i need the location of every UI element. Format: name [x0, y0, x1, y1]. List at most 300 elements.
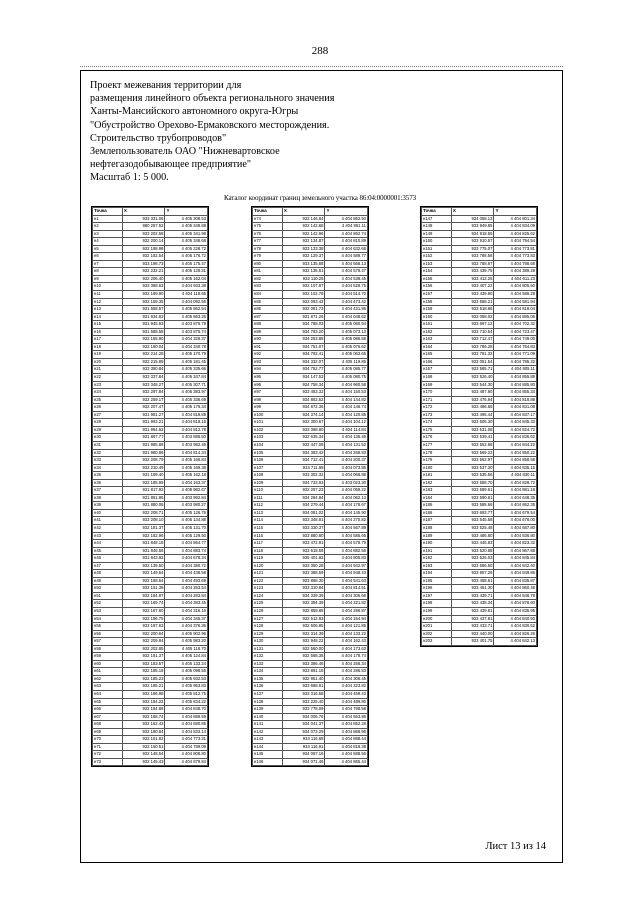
point-cell: н43	[93, 532, 123, 540]
x-cell: 933 526.03	[451, 555, 494, 563]
table-row	[93, 615, 208, 623]
x-cell: 932 162.43	[122, 721, 165, 729]
x-cell: 932 185.21	[122, 683, 165, 691]
table-row	[422, 291, 537, 299]
x-cell: 932 182.96	[122, 532, 165, 540]
point-cell: н203	[422, 638, 452, 646]
table-row	[93, 381, 208, 389]
table-row	[93, 291, 208, 299]
coordinate-table	[421, 207, 537, 646]
x-cell: 932 151.82	[122, 736, 165, 744]
table-row	[253, 306, 368, 314]
table-row	[253, 494, 368, 502]
y-cell: 4 404 834.09	[494, 223, 537, 231]
y-cell: 4 404 200.37	[325, 457, 368, 465]
point-cell: н9	[93, 275, 123, 283]
x-cell: 932 208.79	[122, 457, 165, 465]
point-cell: н70	[93, 736, 123, 744]
y-cell: 4 404 173.63	[325, 645, 368, 653]
x-cell: 933 880.80	[282, 532, 325, 540]
x-cell: 934 058.13	[451, 215, 494, 223]
x-cell: 933 439.71	[451, 592, 494, 600]
y-cell: 4 404 678.00	[494, 517, 537, 525]
table-row	[93, 623, 208, 631]
point-cell: н155	[422, 275, 452, 283]
point-cell: н114	[253, 517, 283, 525]
y-cell: 4 405 098.55	[165, 668, 208, 676]
table-row	[253, 411, 368, 419]
header-y: Y	[494, 208, 537, 216]
table-row	[422, 260, 537, 268]
y-cell: 4 404 828.72	[494, 479, 537, 487]
table-row	[422, 623, 537, 631]
table-row	[93, 494, 208, 502]
point-cell: н10	[93, 283, 123, 291]
point-cell: н124	[253, 592, 283, 600]
point-cell: н181	[422, 472, 452, 480]
y-cell: 4 405 134.88	[165, 517, 208, 525]
point-cell: н102	[253, 426, 283, 434]
table-row	[253, 298, 368, 306]
x-cell: 932 181.37	[122, 524, 165, 532]
point-cell: н112	[253, 502, 283, 510]
y-cell: 4 404 144.82	[325, 396, 368, 404]
x-cell: 932 145.43	[122, 758, 165, 766]
point-cell: н83	[253, 283, 283, 291]
y-cell: 4 404 121.85	[325, 623, 368, 631]
y-cell: 4 405 308.53	[165, 215, 208, 223]
table-row	[253, 615, 368, 623]
table-row	[93, 645, 208, 653]
y-cell: 4 404 798.58	[325, 706, 368, 714]
x-cell: 931 871.26	[282, 313, 325, 321]
y-cell: 4 404 818.38	[325, 743, 368, 751]
point-cell: н16	[93, 328, 123, 336]
point-cell: н118	[253, 547, 283, 555]
x-cell: 932 568.38	[282, 653, 325, 661]
y-cell: 4 404 773.83	[494, 253, 537, 261]
y-cell: 4 404 837.17	[494, 411, 537, 419]
point-cell: н24	[93, 389, 123, 397]
x-cell: 934 862.52	[282, 396, 325, 404]
table-row	[93, 336, 208, 344]
x-cell: 933 483.32	[282, 389, 325, 397]
table-row	[422, 404, 537, 412]
x-cell: 932 951.40	[282, 675, 325, 683]
x-cell: 931 954.52	[122, 426, 165, 434]
point-cell: н173	[422, 411, 452, 419]
point-cell: н55	[93, 623, 123, 631]
point-cell: н186	[422, 509, 452, 517]
x-cell: 932 512.83	[282, 615, 325, 623]
y-cell: 4 404 860.48	[494, 585, 537, 593]
x-cell: 934 751.07	[282, 343, 325, 351]
table-row	[93, 238, 208, 246]
y-cell: 4 404 862.74	[325, 230, 368, 238]
x-cell: 933 688.81	[282, 683, 325, 691]
point-cell: н4	[93, 238, 123, 246]
x-cell: 934 041.37	[282, 721, 325, 729]
y-cell: 4 404 679.54	[494, 509, 537, 517]
y-cell: 4 404 114.84	[325, 426, 368, 434]
title-line: Проект межевания территории для	[90, 80, 242, 91]
table-row	[422, 253, 537, 261]
point-cell: н152	[422, 253, 452, 261]
y-cell: 4 404 306.45	[325, 675, 368, 683]
x-cell: 933 348.81	[282, 517, 325, 525]
x-cell: 931 843.82	[122, 555, 165, 563]
point-cell: н197	[422, 592, 452, 600]
point-cell: н89	[253, 328, 283, 336]
point-cell: н90	[253, 336, 283, 344]
table-row	[93, 728, 208, 736]
y-cell: 4 404 283.84	[165, 592, 208, 600]
point-cell: н193	[422, 562, 452, 570]
y-cell: 4 404 885.06	[494, 313, 537, 321]
point-cell: н199	[422, 607, 452, 615]
x-cell: 933 208.10	[122, 517, 165, 525]
point-cell: н169	[422, 381, 452, 389]
x-cell: 933 487.90	[451, 389, 494, 397]
x-cell: 933 451.30	[451, 585, 494, 593]
x-cell: 932 206.40	[122, 275, 165, 283]
y-cell: 4 404 805.83	[325, 555, 368, 563]
table-row	[253, 675, 368, 683]
table-row	[253, 683, 368, 691]
x-cell: 932 135.61	[282, 268, 325, 276]
table-row	[253, 313, 368, 321]
x-cell: 933 398.80	[282, 426, 325, 434]
x-cell: 933 202.58	[122, 230, 165, 238]
point-cell: н69	[93, 728, 123, 736]
x-cell: 933 586.50	[451, 562, 494, 570]
x-cell: 932 107.87	[282, 283, 325, 291]
y-cell: 4 404 178.67	[325, 502, 368, 510]
table-row	[93, 630, 208, 638]
x-cell: 934 788.03	[282, 321, 325, 329]
table-row	[253, 645, 368, 653]
y-cell: 4 405 073.13	[325, 328, 368, 336]
x-cell: 932 259.17	[122, 396, 165, 404]
y-cell: 4 405 347.84	[165, 374, 208, 382]
point-cell: н46	[93, 555, 123, 563]
y-cell: 4 404 794.54	[494, 238, 537, 246]
y-cell: 4 404 852.28	[325, 721, 368, 729]
table-row	[93, 404, 208, 412]
y-cell: 4 404 438.58	[165, 570, 208, 578]
y-cell: 4 404 831.08	[494, 404, 537, 412]
table-row	[253, 668, 368, 676]
point-cell: н15	[93, 321, 123, 329]
table-row	[422, 457, 537, 465]
y-cell: 4 404 270.82	[325, 517, 368, 525]
title-line: Ханты-Мансийского автономного округа-Югры	[90, 106, 299, 118]
table-row	[93, 577, 208, 585]
x-cell: 932 188.98	[122, 245, 165, 253]
table-row	[93, 464, 208, 472]
point-cell: н135	[253, 675, 283, 683]
y-cell: 4 404 840.50	[494, 615, 537, 623]
x-cell: 933 781.32	[451, 351, 494, 359]
header-point: Точка	[93, 208, 123, 216]
table-row	[253, 751, 368, 759]
table-row	[93, 592, 208, 600]
table-row	[253, 275, 368, 283]
y-cell: 4 404 883.74	[165, 547, 208, 555]
table-row	[93, 713, 208, 721]
table-row	[253, 238, 368, 246]
table-row	[422, 487, 537, 495]
point-cell: н68	[93, 721, 123, 729]
y-cell: 4 404 689.59	[165, 713, 208, 721]
x-cell: 933 618.59	[282, 547, 325, 555]
point-cell: н167	[422, 366, 452, 374]
y-cell: 4 404 868.96	[325, 728, 368, 736]
table-row	[93, 487, 208, 495]
table-row	[422, 592, 537, 600]
header-y: Y	[165, 208, 208, 216]
point-cell: н143	[253, 736, 283, 744]
x-cell: 934 071.46	[282, 758, 325, 766]
x-cell: 932 146.84	[282, 215, 325, 223]
x-cell: 932 168.74	[122, 713, 165, 721]
x-cell: 931 867.77	[122, 434, 165, 442]
table-row	[253, 449, 368, 457]
y-cell: 4 404 062.13	[325, 494, 368, 502]
table-row	[422, 381, 537, 389]
table-row	[93, 758, 208, 766]
y-cell: 4 405 080.94	[325, 321, 368, 329]
y-cell: 4 404 818.89	[494, 396, 537, 404]
y-cell: 4 404 538.45	[325, 275, 368, 283]
point-cell: н95	[253, 374, 283, 382]
table-row	[93, 607, 208, 615]
x-cell: 934 792.41	[282, 351, 325, 359]
point-cell: н128	[253, 623, 283, 631]
x-cell: 932 093.42	[282, 298, 325, 306]
y-cell: 4 404 702.32	[494, 321, 537, 329]
x-cell: 933 331.06	[122, 215, 165, 223]
table-row	[253, 245, 368, 253]
x-cell: 932 185.99	[122, 479, 165, 487]
table-row	[253, 374, 368, 382]
table-row	[93, 540, 208, 548]
x-cell: 933 476.94	[451, 396, 494, 404]
y-cell: 4 405 076.62	[325, 343, 368, 351]
point-cell: н172	[422, 404, 452, 412]
point-cell: н106	[253, 457, 283, 465]
point-cell: н11	[93, 291, 123, 299]
x-cell: 933 697.12	[451, 321, 494, 329]
table-row	[253, 396, 368, 404]
point-cell: н111	[253, 494, 283, 502]
x-cell: 932 186.98	[122, 691, 165, 699]
x-cell: 933 525.48	[451, 524, 494, 532]
point-cell: н101	[253, 419, 283, 427]
y-cell: 4 405 085.77	[325, 366, 368, 374]
table-row	[253, 223, 368, 231]
y-cell: 4 404 321.82	[325, 600, 368, 608]
table-row	[422, 321, 537, 329]
table-row	[422, 524, 537, 532]
y-cell: 4 405 176.34	[165, 404, 208, 412]
table-row	[422, 509, 537, 517]
y-cell: 4 404 383.45	[165, 600, 208, 608]
x-cell: 932 560.00	[282, 645, 325, 653]
table-row	[253, 381, 368, 389]
point-cell: н59	[93, 653, 123, 661]
table-row	[93, 472, 208, 480]
x-cell: 931 558.57	[122, 306, 165, 314]
table-row	[253, 577, 368, 585]
y-cell: 4 405 170.79	[165, 351, 208, 359]
coordinate-table	[252, 207, 368, 766]
point-cell: н144	[253, 743, 283, 751]
y-cell: 4 404 864.77	[165, 540, 208, 548]
point-cell: н75	[253, 223, 283, 231]
x-cell: 931 199.40	[122, 472, 165, 480]
y-cell: 4 404 323.82	[325, 683, 368, 691]
x-cell: 933 058.02	[451, 313, 494, 321]
y-cell: 4 404 059.22	[325, 487, 368, 495]
y-cell: 4 404 830.11	[494, 472, 537, 480]
point-cell: н6	[93, 253, 123, 261]
table-row	[93, 524, 208, 532]
x-cell: 932 314.39	[282, 630, 325, 638]
point-cell: н27	[93, 411, 123, 419]
y-cell: 4 404 789.09	[165, 743, 208, 751]
point-cell: н42	[93, 524, 123, 532]
table-row	[93, 283, 208, 291]
y-cell: 4 404 818.15	[165, 419, 208, 427]
point-cell: н158	[422, 298, 452, 306]
x-cell: 933 520.88	[451, 547, 494, 555]
x-cell: 934 918.55	[451, 230, 494, 238]
point-cell: н110	[253, 487, 283, 495]
title-line: Землепользователь ОАО "Нижневартовское	[90, 146, 280, 158]
x-cell: 933 051.54	[451, 358, 494, 366]
y-cell: 4 404 885.80	[494, 381, 537, 389]
table-row	[93, 306, 208, 314]
y-cell: 4 405 181.45	[165, 358, 208, 366]
table-row	[253, 291, 368, 299]
y-cell: 4 404 578.79	[325, 540, 368, 548]
y-cell: 4 405 169.38	[165, 464, 208, 472]
point-cell: н107	[253, 464, 283, 472]
point-cell: н74	[253, 215, 283, 223]
point-cell: н192	[422, 555, 452, 563]
table-row	[93, 547, 208, 555]
table-row	[253, 555, 368, 563]
y-cell: 4 403 875.74	[165, 328, 208, 336]
y-cell: 4 404 801.34	[494, 215, 537, 223]
table-row	[93, 351, 208, 359]
y-cell: 4 405 175.47	[165, 260, 208, 268]
point-cell: н162	[422, 328, 452, 336]
point-cell: н66	[93, 706, 123, 714]
x-cell: 933 788.58	[451, 253, 494, 261]
y-cell: 4 404 178.74	[325, 653, 368, 661]
table-row	[422, 479, 537, 487]
x-cell: 933 407.22	[451, 283, 494, 291]
x-cell: 933 590.61	[451, 494, 494, 502]
title-line: "Обустройство Орехово-Ермаковского месторождения.	[90, 119, 330, 131]
y-cell: 4 404 771.09	[494, 351, 537, 359]
x-cell: 932 214.28	[122, 351, 165, 359]
point-cell: н159	[422, 306, 452, 314]
header-x: X	[451, 208, 494, 216]
y-cell: 4 405 128.31	[165, 268, 208, 276]
x-cell: 932 151.38	[122, 585, 165, 593]
point-cell: н36	[93, 479, 123, 487]
x-cell: 933 337.84	[122, 374, 165, 382]
x-cell: 932 215.89	[122, 358, 165, 366]
table-row	[422, 306, 537, 314]
point-cell: н185	[422, 502, 452, 510]
point-cell: н91	[253, 343, 283, 351]
point-cell: н26	[93, 404, 123, 412]
point-cell: н88	[253, 321, 283, 329]
point-cell: н153	[422, 260, 452, 268]
point-cell: н201	[422, 623, 452, 631]
point-cell: н3	[93, 230, 123, 238]
x-cell: 933 531.08	[451, 426, 494, 434]
y-cell: 4 404 785.32	[494, 358, 537, 366]
point-cell: н189	[422, 532, 452, 540]
point-cell: н84	[253, 291, 283, 299]
point-cell: н178	[422, 449, 452, 457]
y-cell: 4 404 258.34	[325, 660, 368, 668]
point-cell: н119	[253, 555, 283, 563]
point-cell: н38	[93, 494, 123, 502]
table-row	[253, 502, 368, 510]
header-x: X	[122, 208, 165, 216]
point-cell: н48	[93, 570, 123, 578]
table-row	[253, 698, 368, 706]
x-cell: 933 562.97	[451, 457, 494, 465]
table-row	[253, 426, 368, 434]
y-cell: 4 404 306.66	[325, 592, 368, 600]
point-cell: н117	[253, 540, 283, 548]
x-cell: 932 447.08	[282, 441, 325, 449]
table-row	[422, 411, 537, 419]
x-cell: 932 184.88	[122, 706, 165, 714]
x-cell: 932 150.51	[122, 743, 165, 751]
x-cell: 931 588.58	[122, 328, 165, 336]
table-row	[93, 245, 208, 253]
point-cell: н34	[93, 464, 123, 472]
y-cell: 4 404 541.63	[325, 577, 368, 585]
point-cell: н179	[422, 457, 452, 465]
x-cell: 932 142.96	[282, 230, 325, 238]
x-cell: 932 191.37	[122, 653, 165, 661]
x-cell: 933 552.88	[451, 441, 494, 449]
y-cell: 4 404 948.43	[325, 570, 368, 578]
table-row	[93, 215, 208, 223]
point-cell: н53	[93, 607, 123, 615]
table-row	[422, 585, 537, 593]
point-cell: н62	[93, 675, 123, 683]
x-cell: 933 710.54	[451, 328, 494, 336]
point-cell: н136	[253, 683, 283, 691]
x-cell: 933 569.22	[451, 449, 494, 457]
table-row	[422, 434, 537, 442]
table-row	[422, 238, 537, 246]
x-cell: 933 133.38	[282, 245, 325, 253]
point-cell: н44	[93, 540, 123, 548]
y-cell: 4 404 431.85	[325, 306, 368, 314]
x-cell: 932 102.78	[282, 291, 325, 299]
